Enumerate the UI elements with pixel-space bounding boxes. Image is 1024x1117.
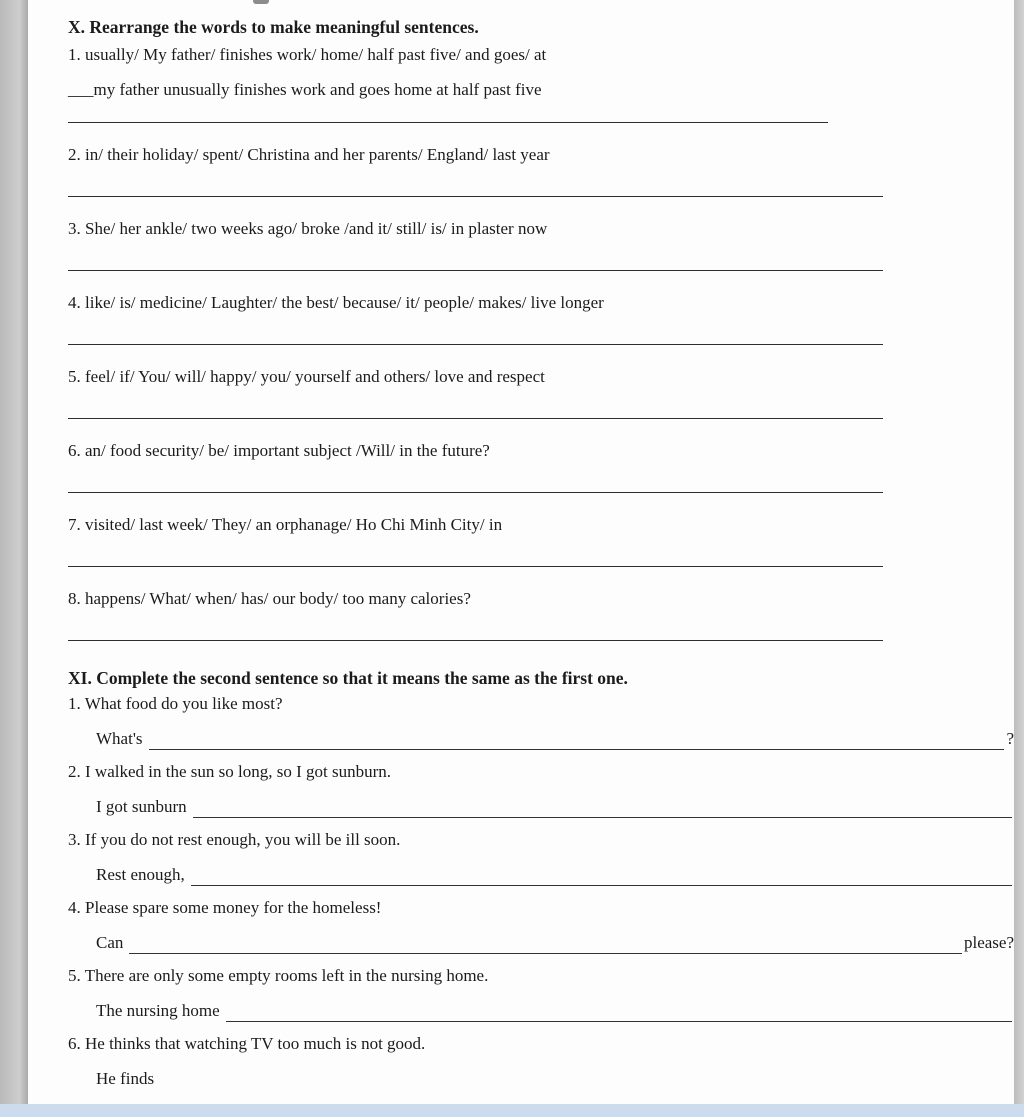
written-answer: ___my father unusually finishes work and goes home at half past five	[68, 80, 542, 99]
question-prompt: 3. If you do not rest enough, you will be ill soon.	[68, 830, 401, 849]
question-prompt: 7. visited/ last week/ They/ an orphanage/ Ho Chi Minh City/ in	[68, 515, 503, 534]
sentence-stem: He finds	[96, 1069, 155, 1088]
rearrange-item-1	[68, 44, 1014, 123]
document-page	[28, 0, 1014, 1117]
rearrange-item-5	[68, 366, 1014, 419]
rewrite-item-3	[68, 829, 1014, 886]
question-prompt: 8. happens/ What/ when/ has/ our body/ too many calories?	[68, 589, 471, 608]
rearrange-item-6	[68, 440, 1014, 493]
answer-row	[96, 1068, 1014, 1090]
sentence-suffix: ?	[1006, 729, 1014, 748]
sentence-stem: The nursing home	[96, 1001, 220, 1020]
question-prompt: 5. There are only some empty rooms left in the nursing home.	[68, 966, 489, 985]
question-prompt: 6. He thinks that watching TV too much is not good.	[68, 1034, 426, 1053]
answer-row	[96, 728, 1014, 750]
answer-blank	[191, 864, 1012, 886]
sentence-stem: What's	[96, 729, 143, 748]
question-prompt: 4. like/ is/ medicine/ Laughter/ the best/ because/ it/ people/ makes/ live longer	[68, 293, 604, 312]
question-prompt: 5. feel/ if/ You/ will/ happy/ you/ yourself and others/ love and respect	[68, 367, 545, 386]
bottom-scan-strip	[0, 1104, 1024, 1117]
rearrange-item-4	[68, 292, 1014, 345]
sentence-stem: I got sunburn	[96, 797, 187, 816]
page-content	[28, 0, 1014, 1090]
scan-edge-left	[0, 0, 28, 1117]
scan-edge-right	[1014, 0, 1024, 1117]
sentence-suffix: please?	[963, 933, 1014, 952]
answer-blank	[68, 122, 828, 123]
answer-blank	[149, 728, 1005, 750]
answer-blank	[129, 932, 962, 954]
rearrange-item-7	[68, 514, 1014, 567]
answer-blank	[68, 640, 883, 641]
answer-blank	[68, 270, 883, 271]
answer-blank	[226, 1000, 1012, 1022]
answer-row	[96, 864, 1014, 886]
rewrite-item-6	[68, 1033, 1014, 1090]
answer-blank	[68, 566, 883, 567]
question-prompt: 1. usually/ My father/ finishes work/ home/ half past five/ and goes/ at	[68, 45, 547, 64]
rewrite-item-1	[68, 693, 1014, 750]
answer-blank	[193, 796, 1012, 818]
answer-row	[96, 932, 1014, 954]
question-prompt: 4. Please spare some money for the homeless!	[68, 898, 382, 917]
scan-artifact	[253, 0, 269, 4]
rearrange-item-8	[68, 588, 1014, 641]
question-prompt: 6. an/ food security/ be/ important subject /Will/ in the future?	[68, 441, 490, 460]
answer-row	[96, 796, 1014, 818]
rewrite-item-2	[68, 761, 1014, 818]
question-prompt: 2. in/ their holiday/ spent/ Christina and her parents/ England/ last year	[68, 145, 550, 164]
sentence-stem: Can	[96, 933, 124, 952]
answer-blank	[68, 196, 883, 197]
question-prompt: 2. I walked in the sun so long, so I got sunburn.	[68, 762, 391, 781]
answer-blank	[68, 344, 883, 345]
rewrite-item-5	[68, 965, 1014, 1022]
question-prompt: 1. What food do you like most?	[68, 694, 283, 713]
question-prompt: 3. She/ her ankle/ two weeks ago/ broke /and it/ still/ is/ in plaster now	[68, 219, 548, 238]
answer-blank	[68, 418, 883, 419]
answer-row	[96, 1000, 1014, 1022]
answer-blank	[68, 492, 883, 493]
sentence-stem: Rest enough,	[96, 865, 185, 884]
rearrange-item-2	[68, 144, 1014, 197]
rearrange-item-3	[68, 218, 1014, 271]
rewrite-item-4	[68, 897, 1014, 954]
section-xi-title: XI. Complete the second sentence so that it means the same as the first one.	[68, 668, 628, 688]
section-x-title: X. Rearrange the words to make meaningful sentences.	[68, 17, 479, 37]
